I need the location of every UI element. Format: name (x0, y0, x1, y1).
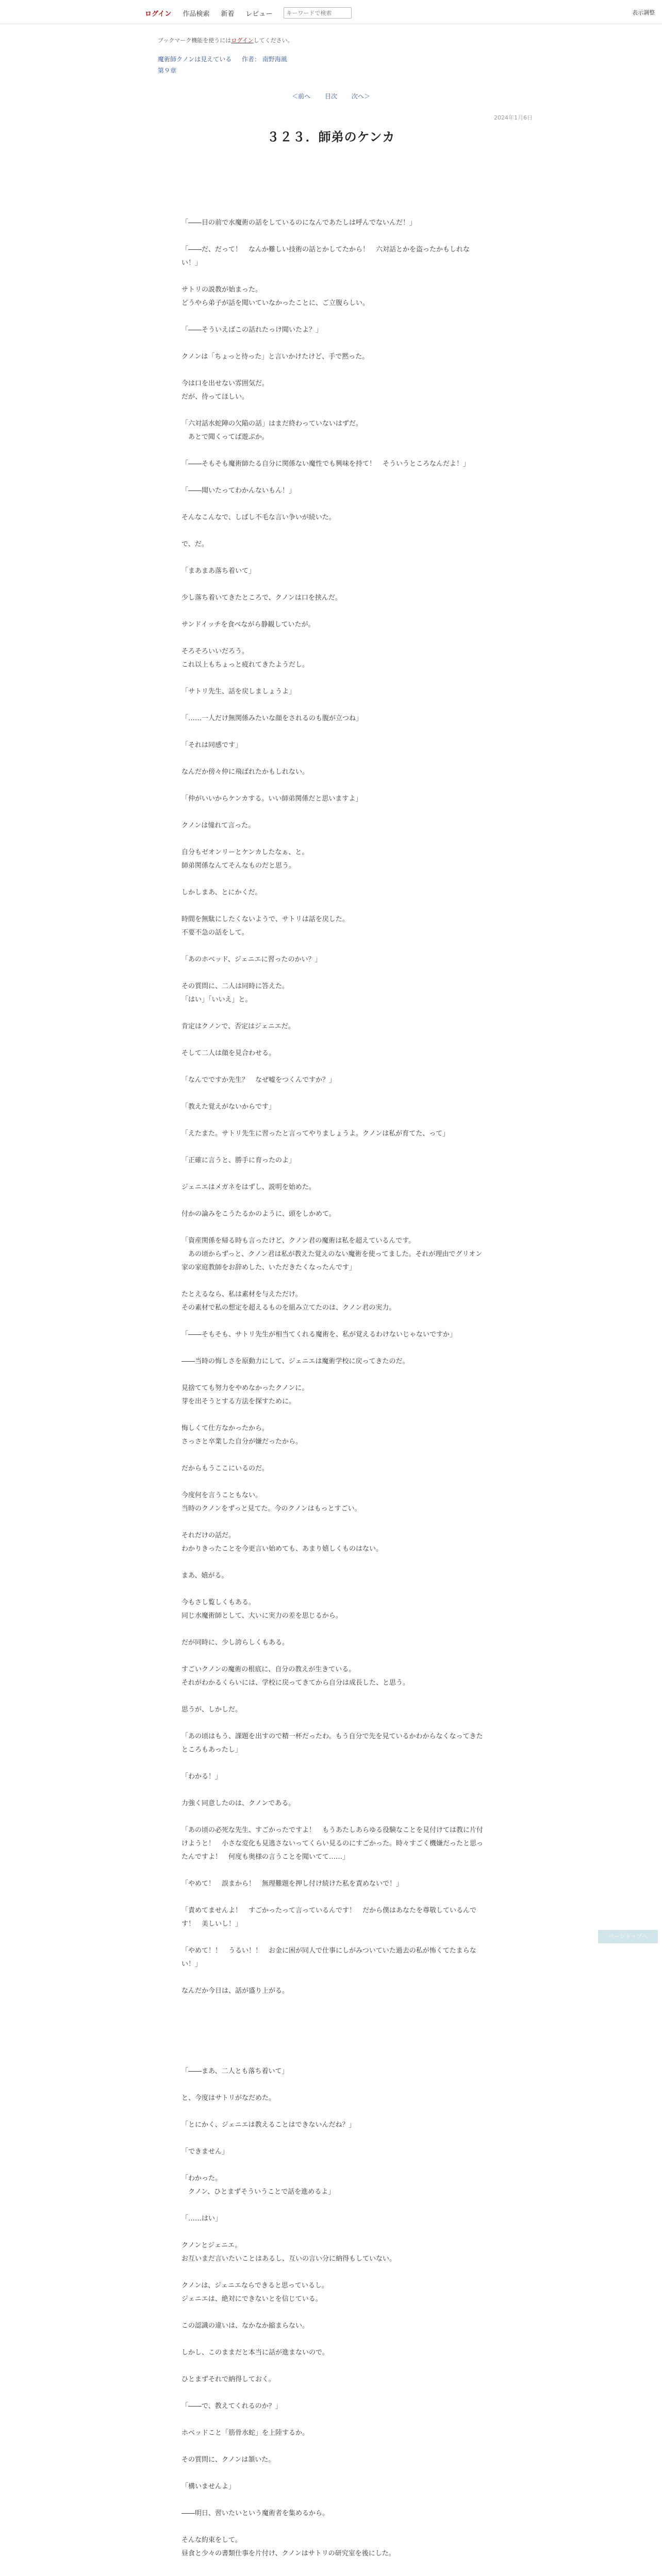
login-link[interactable]: ログイン (145, 10, 172, 18)
series-info (158, 55, 287, 64)
publish-date: 2024年1月6日 (494, 114, 533, 121)
author-label: 作者： (241, 56, 260, 63)
display-settings-link[interactable]: 表示調整 (632, 9, 655, 16)
prev-link[interactable]: ＜前へ (292, 93, 311, 100)
main-nav (145, 7, 352, 19)
episode-body: 「――目の前で水魔術の話をしているのになんであたしは呼んでないんだ！」 「――だ、だって！ なんか難しい技術の話とかしてたから！ 六対話とかを盗ったかもしれない！」 サトリの説教が始まった。 どうやら弟子が話を聞いていなかったことに、ご立腹らしい。 「――そういえばこの話れたっけ聞いたよ？」 クノンは「ちょっと待った」と言いかけたけど、手で黙った。 今は口を出せない雰囲気だ。 だが、待ってほしい。 「六対話水蛇陣の欠陥の話」はまだ終わっていないはずだ。 あとで聞くってば遊ぶか。 「――そもそも魔術師たる自分に関係ない魔性でも興味を持て！ そういうところなんだよ！」 「――聞いたってわかんないもん！」 そんなこんなで、しばし不毛な言い争いが続いた。 で、だ。 「まあまあ落ち着いて」 少し落ち着いてきたところで、クノンは口を挟んだ。 サンドイッチを食べながら静観していたが。 そろそろいいだろう。 これ以上もちょっと疲れてきたようだし。 「サトリ先生、話を戻しましょうよ」 「……一人だけ無関係みたいな顔をされるのも腹が立つね」 「それは同感です」 なんだか傍々仲に飛ばれたかもしれない。 「仲がいいからケンカする。いい師弟関係だと思いますよ」 クノンは憧れて言った。 自分もゼオンリーとケンカしたなぁ、と。 師弟関係なんてそんなものだと思う。 しかしまあ、とにかくだ。 時間を無駄にしたくないようで、サトリは話を戻した。 不要不急の話をして。 「あのホベッド、ジェニエに習ったのかい？」 その質問に、二人は同時に答えた。 「はい」「いいえ」と。 肯定はクノンで、否定はジェニエだ。 そして二人は顔を見合わせる。 「なんでですか先生？ なぜ嘘をつくんですか？」 「教えた覚えがないからです」 「えたまた。サトリ先生に習ったと言ってやりましょうよ。クノンは私が育てた、って」 「正確に言うと、勝手に育ったのよ」 ジェニエはメガネをはずし、説明を始めた。 付かの論みをこうたるかのように、頭をしかめて。 「資産関係を帰る時も言ったけど、クノン君の魔術は私を超えているんです。 あの頃からずっと、クノン君は私が教えた覚えのない魔術を使ってました。それが理由でグリオン家の家庭教師をお辞めした、いただきたくなったんです」 たとえるなら、私は素材を与えただけ。 その素材で私の想定を超えるものを組み立てたのは、クノン君の実力。 「――そもそも、サトリ先生が相当てくれる魔術を、私が覚えるわけないじゃないですか」 ――当時の悔しさを原動力にして、ジェニエは魔術学校に戻ってきたのだ。 見捨てても努力をやめなかったクノンに。 芽を出そうとする方法を探すために。 悔しくて仕方なかったから。 さっさと卒業した自分が嫌だったから。 だからもうここにいるのだ。 今度何を言うこともない。 当時のクノンをずっと見てた。今のクノンはもっとすごい。 それだけの話だ。 わかりきったことを今更言い始めても、あまり嬉しくものはない。 まあ、嬉がる。 今もさし覧しくもある。 同じ水魔術師として、大いに実力の差を思じるから。 だが同時に、少し誇らしくもある。 すごいクノンの魔術の根底に、自分の教えが生きている。 それがわかるくらいには、学校に戻ってきてから自分は成長した、と思う。 思うが、しかしだ。 「あの頃はもう、課題を出すので精一杯だったわ。もう自分で先を見ているかわからなくなってきたところもあったし」 「わかる！」 力強く同意したのは、クノンである。 「あの頃の必死な先生、すごかったですよ！ もうあたしあらゆる役験なことを見付けては教に片付けようと！ 小さな変化も見逃さないってくらい見るのにすごかった。時々すごく機嫌だったと思ったんですよ！ 何度も奥様の言うことを聞いてて……」 「やめて！ 誤まから！ 無理難題を押し付け続けた私を責めないで！」 「責めてませんよ！ すごかったって言っているんです！ だから僕はあなたを尊敬しているんです！ 美しいし！」 「やめて！！ うるい！！ お金に困が同人で仕事にしがみついていた過去の私が怖くてたまらない！」 なんだか今日は、話が盛り上がる。 「――まあ、二人とも落ち着いて」 と、今度はサトリがなだめた。 「とにかく、ジェニエは教えることはできないんだね？」 「できません」 「わかった。 クノン、ひとまずそういうことで話を進めるよ」 「……はい」 クノンとジェニエ。 お互いまだ言いたいことはあるし、互いの言い分に納得もしていない。 クノンは、ジェニエならできると思っているし。 ジェニエは、絶対にできないとを信じている。 この認識の違いは、なかなか縮まらない。 しかし、このままだと本当に話が進まないので。 ひとまずそれで納得しておく。 「――で、教えてくれるのか？」 ホベッドこと「筋骨水蛇」を上陸するか。 その質問に、クノンは頷いた。 「構いませんよ」 ――明日、習いたいという魔術者を集めるから。 そんな約束をして。 昼食と少々の書類仕事を片付け、クノンはサトリの研究室を後にした。 (181, 219, 484, 2557)
search-input[interactable] (284, 7, 352, 19)
notice-after: してください。 (253, 37, 293, 44)
nav-item-search[interactable]: 作品検索 (183, 10, 210, 18)
episode-title: ３２３．師弟のケンカ (267, 130, 395, 144)
nav-item-review[interactable]: レビュー (245, 10, 273, 18)
notice-before: ブックマーク機能を使うには (158, 37, 231, 44)
bookmark-login-notice (158, 36, 293, 44)
page-top-button[interactable]: ページトップへ (598, 1930, 658, 1943)
next-link[interactable]: 次へ＞ (351, 93, 370, 100)
nav-item-new[interactable]: 新着 (221, 10, 235, 18)
notice-login-link[interactable]: ログイン (231, 37, 254, 44)
pager-top (0, 92, 662, 100)
chapter-number: 第９章 (158, 67, 177, 74)
author-link[interactable]: 南野海風 (262, 56, 287, 63)
toc-link[interactable]: 目次 (324, 93, 337, 100)
series-title-link[interactable]: 魔術師クノンは見えている (158, 56, 232, 63)
top-navigation-bar (0, 0, 662, 24)
